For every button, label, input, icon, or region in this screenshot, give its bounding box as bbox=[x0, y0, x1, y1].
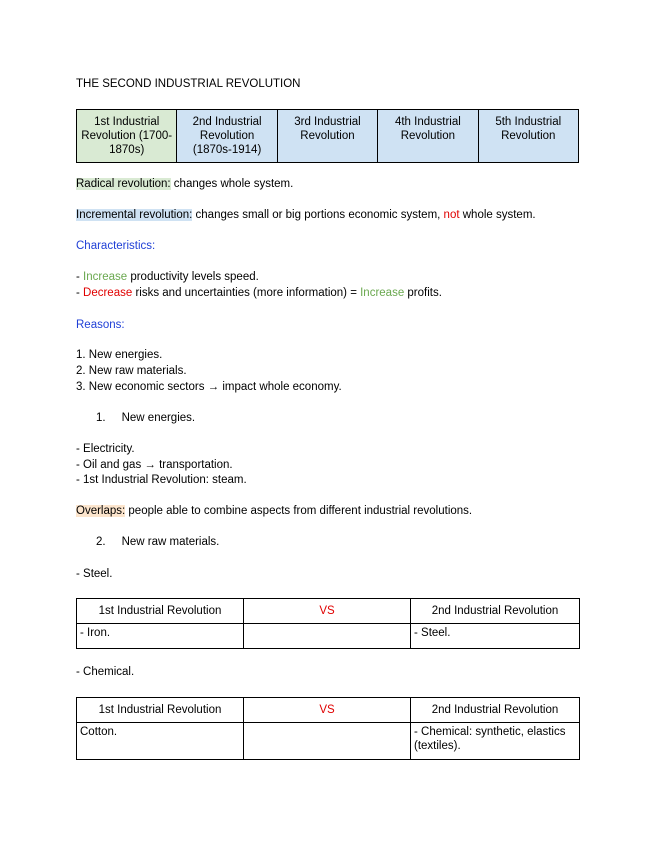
section-number: 1. bbox=[96, 412, 106, 424]
cell-vs bbox=[244, 723, 411, 760]
section-number: 2. bbox=[96, 536, 106, 548]
reason-item-2: 2. New raw materials. bbox=[76, 365, 187, 377]
vs-label: VS bbox=[244, 698, 411, 723]
overlaps-text: people able to combine aspects from different industrial revolutions. bbox=[125, 505, 473, 517]
incremental-end: whole system. bbox=[459, 209, 536, 221]
chemical-label: - Chemical. bbox=[76, 666, 135, 678]
incremental-term: Incremental revolution: bbox=[76, 209, 193, 221]
header-first-revolution: 1st Industrial Revolution bbox=[77, 599, 244, 624]
characteristic-end: profits. bbox=[404, 287, 442, 299]
section-heading-energies bbox=[96, 411, 195, 426]
section-heading-materials bbox=[96, 535, 219, 550]
overlaps-definition bbox=[76, 504, 472, 519]
reasons-heading: Reasons: bbox=[76, 319, 125, 331]
header-first-revolution: 1st Industrial Revolution bbox=[77, 698, 244, 723]
energy-item-2: - Oil and gas → transportation. bbox=[76, 459, 233, 471]
decrease-word: Decrease bbox=[83, 287, 133, 299]
increase-word: Increase bbox=[83, 271, 128, 283]
section-label: New raw materials. bbox=[121, 536, 220, 548]
radical-text: changes whole system. bbox=[170, 178, 294, 190]
incremental-not: not bbox=[443, 209, 460, 221]
characteristic-item-2 bbox=[76, 286, 442, 301]
energy-item-3: - 1st Industrial Revolution: steam. bbox=[76, 474, 247, 486]
steel-label: - Steel. bbox=[76, 568, 113, 580]
steel-comparison-table bbox=[76, 598, 580, 649]
header-second-revolution: 2nd Industrial Revolution bbox=[411, 698, 580, 723]
radical-term: Radical revolution: bbox=[76, 178, 171, 190]
cell-second-revolution: - Chemical: synthetic, elastics (textiles). bbox=[411, 723, 580, 760]
header-second-revolution: 2nd Industrial Revolution bbox=[411, 599, 580, 624]
cell-second-revolution: - Steel. bbox=[411, 624, 580, 649]
bullet-prefix: - bbox=[76, 271, 84, 283]
revolution-cell-2: 2nd Industrial Revolution (1870s-1914) bbox=[177, 110, 277, 163]
cell-first-revolution: Cotton. bbox=[77, 723, 244, 760]
radical-definition bbox=[76, 177, 293, 192]
characteristics-heading: Characteristics: bbox=[76, 240, 156, 252]
characteristic-text: productivity levels speed. bbox=[127, 271, 259, 283]
energy-item-1: - Electricity. bbox=[76, 443, 135, 455]
incremental-text: changes small or big portions economic system, bbox=[192, 209, 444, 221]
incremental-definition bbox=[76, 208, 536, 223]
revolution-cell-5: 5th Industrial Revolution bbox=[478, 110, 578, 163]
section-label: New energies. bbox=[121, 412, 196, 424]
revolution-cell-1: 1st Industrial Revolution (1700-1870s) bbox=[77, 110, 177, 163]
reason-item-3: 3. New economic sectors → impact whole economy. bbox=[76, 381, 342, 393]
overlaps-term: Overlaps: bbox=[76, 505, 126, 517]
increase-word: Increase bbox=[360, 287, 405, 299]
reason-item-1: 1. New energies. bbox=[76, 349, 163, 361]
characteristic-text: risks and uncertainties (more information) = bbox=[132, 287, 361, 299]
cell-first-revolution: - Iron. bbox=[77, 624, 244, 649]
vs-label: VS bbox=[244, 599, 411, 624]
revolution-cell-4: 4th Industrial Revolution bbox=[378, 110, 478, 163]
document-title: THE SECOND INDUSTRIAL REVOLUTION bbox=[76, 78, 301, 90]
cell-vs bbox=[244, 624, 411, 649]
bullet-prefix: - bbox=[76, 287, 84, 299]
revolution-cell-3: 3rd Industrial Revolution bbox=[277, 110, 377, 163]
characteristic-item-1 bbox=[76, 270, 259, 285]
revolutions-table bbox=[76, 109, 579, 163]
chemical-comparison-table bbox=[76, 697, 580, 760]
